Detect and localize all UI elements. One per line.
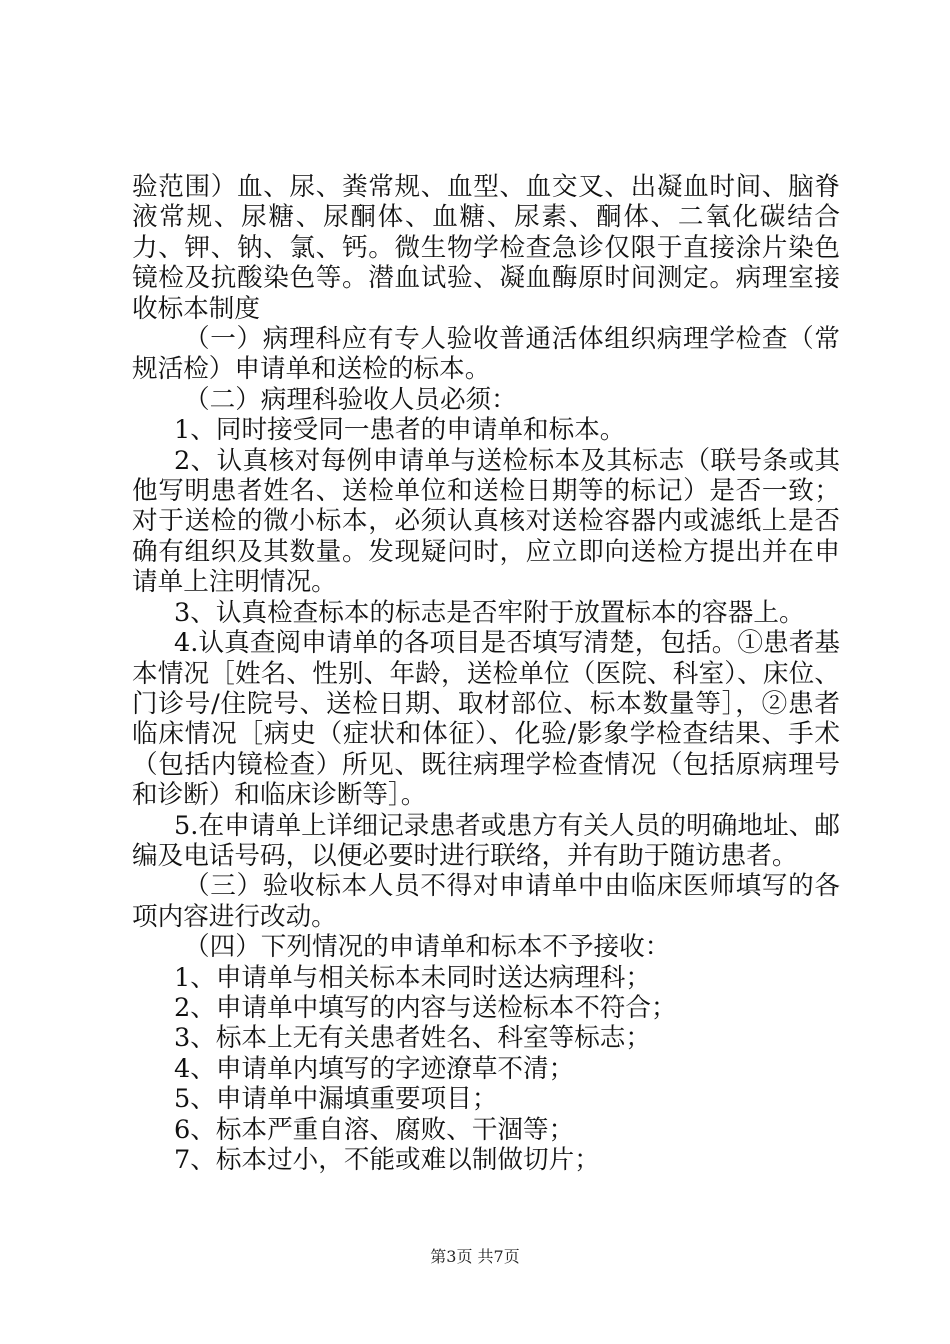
list-item-reject-5: 5、申请单中漏填重要项目； (174, 1084, 498, 1115)
list-item-reject-1: 1、申请单与相关标本未同时送达病理科； (174, 962, 651, 993)
list-item-reject-4: 4、申请单内填写的字迹潦草不清； (174, 1053, 575, 1084)
paragraph-section-1: （一）病理科应有专人验收普通活体组织病理学检查（常规活检）申请单和送检的标本。 (132, 324, 840, 385)
paragraph-item-4: 4.认真查阅申请单的各项目是否填写清楚，包括。①患者基本情况［姓名、性别、年龄，送检单位（医院、科室）、床位、门诊号/住院号、送检日期、取材部位、标本数量等］，②患者临床情况［病史（症状和体征）、化验/影象学检查结果、手术（包括内镜检查）所见、既往病理学检查情况（包括原病理号和诊断）和临床诊断等］。 (132, 628, 840, 811)
list-item-reject-6: 6、标本严重自溶、腐败、干涸等； (174, 1114, 575, 1145)
paragraph-section-4: （四）下列情况的申请单和标本不予接收： (184, 932, 671, 963)
list-item-reject-7: 7、标本过小，不能或难以制做切片； (174, 1145, 600, 1175)
list-item-reject-2: 2、申请单中填写的内容与送检标本不符合； (174, 992, 677, 1023)
paragraph-item-5: 5.在申请单上详细记录患者或患方有关人员的明确地址、邮编及电话号码，以便必要时进行联络，并有助于随访患者。 (132, 810, 840, 871)
paragraph-lab-scope: 验范围）血、尿、粪常规、血型、血交叉、出凝血时间、脑脊液常规、尿糖、尿酮体、血糖、尿素、酮体、二氧化碳结合力、钾、钠、氯、钙。微生物学检查急诊仅限于直接涂片染色镜检及抗酸染色等。潜血试验、凝血酶原时间测定。病理室接收标本制度 (132, 172, 840, 324)
paragraph-item-1: 1、同时接受同一患者的申请单和标本。 (174, 415, 626, 446)
document-body (132, 172, 840, 1175)
page-number-footer: 第3页 共7页 (430, 1247, 520, 1266)
list-item-reject-3: 3、标本上无有关患者姓名、科室等标志； (174, 1023, 651, 1054)
paragraph-item-2: 2、认真核对每例申请单与送检标本及其标志（联号条或其他写明患者姓名、送检单位和送检日期等的标记）是否一致；对于送检的微小标本，必须认真核对送检容器内或滤纸上是否确有组织及其数量。发现疑问时，应立即向送检方提出并在申请单上注明情况。 (132, 445, 840, 598)
paragraph-section-2: （二）病理科验收人员必须： (184, 384, 517, 415)
paragraph-section-3: （三）验收标本人员不得对申请单中由临床医师填写的各项内容进行改动。 (132, 871, 840, 932)
paragraph-item-3: 3、认真检查标本的标志是否牢附于放置标本的容器上。 (174, 597, 805, 628)
